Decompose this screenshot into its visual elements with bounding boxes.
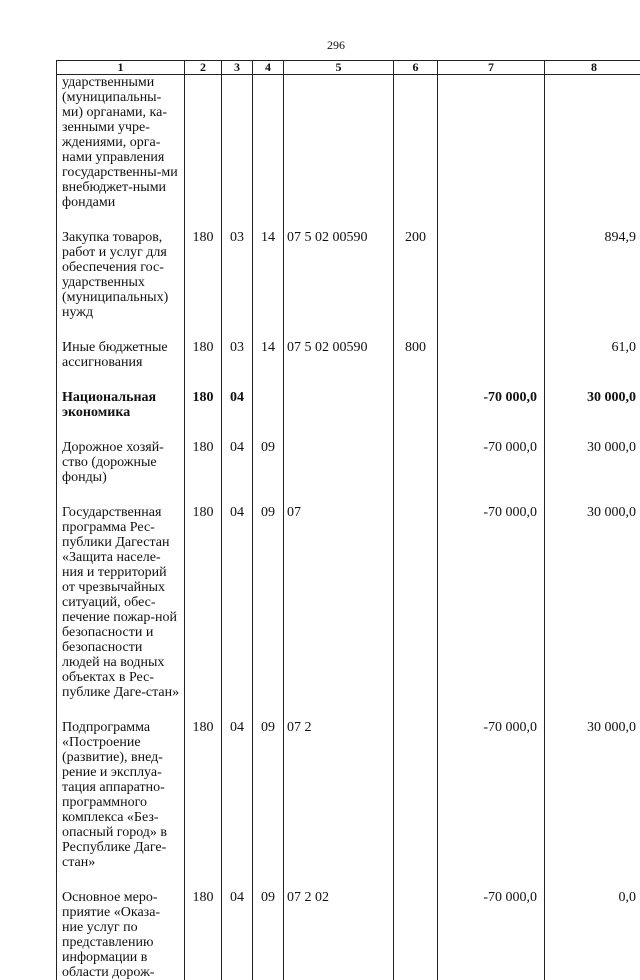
spacer-cell xyxy=(545,320,640,340)
spacer-cell xyxy=(394,370,438,390)
spacer-cell xyxy=(545,370,640,390)
table-row xyxy=(57,505,640,700)
spacer-cell xyxy=(438,420,545,440)
row-col-3-cell: 04 xyxy=(222,890,253,980)
row-col-4-cell: 14 xyxy=(253,340,284,370)
row-col-7-cell xyxy=(438,230,545,320)
spacer-cell xyxy=(222,370,253,390)
row-col-8-cell: 30 000,0 xyxy=(545,390,640,420)
spacer-cell xyxy=(284,700,394,720)
header-col-5: 5 xyxy=(284,61,394,75)
row-col-3-cell: 04 xyxy=(222,505,253,700)
row-col-6-cell xyxy=(394,505,438,700)
spacer-cell xyxy=(394,870,438,890)
spacer-cell xyxy=(394,420,438,440)
header-col-7: 7 xyxy=(438,61,545,75)
budget-table xyxy=(56,60,640,980)
row-spacer xyxy=(57,210,640,230)
row-col-7-cell: -70 000,0 xyxy=(438,440,545,485)
table-row xyxy=(57,890,640,980)
row-col-7-cell: -70 000,0 xyxy=(438,890,545,980)
row-col-6-cell: 200 xyxy=(394,230,438,320)
row-spacer xyxy=(57,420,640,440)
spacer-cell xyxy=(438,870,545,890)
row-col-5-cell: 07 5 02 00590 xyxy=(284,230,394,320)
row-col-4-cell: 09 xyxy=(253,505,284,700)
row-col-4-cell xyxy=(253,75,284,211)
row-name-cell: Национальная экономика xyxy=(57,390,185,420)
row-col-2-cell: 180 xyxy=(185,720,222,870)
row-spacer xyxy=(57,870,640,890)
table-row xyxy=(57,75,640,211)
spacer-cell xyxy=(284,320,394,340)
row-col-3-cell xyxy=(222,75,253,211)
spacer-cell xyxy=(222,485,253,505)
spacer-cell xyxy=(57,485,185,505)
header-col-1: 1 xyxy=(57,61,185,75)
spacer-cell xyxy=(253,420,284,440)
row-name-cell: Иные бюджетные ассигнования xyxy=(57,340,185,370)
spacer-cell xyxy=(438,700,545,720)
spacer-cell xyxy=(394,320,438,340)
spacer-cell xyxy=(185,700,222,720)
row-col-3-cell: 04 xyxy=(222,720,253,870)
spacer-cell xyxy=(57,320,185,340)
row-col-8-cell: 30 000,0 xyxy=(545,505,640,700)
spacer-cell xyxy=(57,700,185,720)
row-col-2-cell xyxy=(185,75,222,211)
row-col-8-cell: 30 000,0 xyxy=(545,440,640,485)
spacer-cell xyxy=(185,370,222,390)
row-col-5-cell xyxy=(284,440,394,485)
row-col-2-cell: 180 xyxy=(185,340,222,370)
spacer-cell xyxy=(57,870,185,890)
spacer-cell xyxy=(57,370,185,390)
row-col-4-cell: 09 xyxy=(253,720,284,870)
row-col-4-cell: 09 xyxy=(253,890,284,980)
row-col-5-cell: 07 2 xyxy=(284,720,394,870)
spacer-cell xyxy=(57,210,185,230)
row-col-8-cell: 30 000,0 xyxy=(545,720,640,870)
row-col-8-cell: 61,0 xyxy=(545,340,640,370)
header-col-8: 8 xyxy=(545,61,640,75)
spacer-cell xyxy=(438,485,545,505)
spacer-cell xyxy=(545,700,640,720)
spacer-cell xyxy=(185,320,222,340)
row-col-3-cell: 04 xyxy=(222,390,253,420)
row-col-7-cell: -70 000,0 xyxy=(438,390,545,420)
spacer-cell xyxy=(253,870,284,890)
spacer-cell xyxy=(253,700,284,720)
row-col-7-cell: -70 000,0 xyxy=(438,505,545,700)
row-spacer xyxy=(57,320,640,340)
spacer-cell xyxy=(284,420,394,440)
row-name-cell: Государственная программа Рес-публики Дагестан «Защита населе-ния и территорий от чрезвычайных ситуаций, обес-печение пожар-ной безопасности и безопасности людей на водных объектах в Рес-публике Даге-стан» xyxy=(57,505,185,700)
header-col-2: 2 xyxy=(185,61,222,75)
header-col-4: 4 xyxy=(253,61,284,75)
row-col-4-cell: 09 xyxy=(253,440,284,485)
spacer-cell xyxy=(394,485,438,505)
row-col-6-cell xyxy=(394,390,438,420)
row-col-7-cell xyxy=(438,75,545,211)
spacer-cell xyxy=(185,210,222,230)
header-col-6: 6 xyxy=(394,61,438,75)
row-col-7-cell xyxy=(438,340,545,370)
table-row xyxy=(57,230,640,320)
spacer-cell xyxy=(284,210,394,230)
table-row xyxy=(57,390,640,420)
table-row xyxy=(57,440,640,485)
spacer-cell xyxy=(284,870,394,890)
row-name-cell: Закупка товаров, работ и услуг для обеспечения гос-ударственных (муниципальных) нужд xyxy=(57,230,185,320)
row-col-8-cell: 0,0 xyxy=(545,890,640,980)
spacer-cell xyxy=(57,420,185,440)
spacer-cell xyxy=(545,210,640,230)
spacer-cell xyxy=(253,485,284,505)
spacer-cell xyxy=(394,210,438,230)
spacer-cell xyxy=(222,320,253,340)
row-col-4-cell xyxy=(253,390,284,420)
row-col-6-cell xyxy=(394,890,438,980)
row-col-5-cell xyxy=(284,75,394,211)
spacer-cell xyxy=(185,420,222,440)
row-col-6-cell xyxy=(394,75,438,211)
spacer-cell xyxy=(438,320,545,340)
row-col-4-cell: 14 xyxy=(253,230,284,320)
row-name-cell: ударственными (муниципальны-ми) органами, ка-зенными учре-ждениями, орга-нами управления государственны-ми внебюджет-ными фондами xyxy=(57,75,185,211)
spacer-cell xyxy=(284,485,394,505)
row-spacer xyxy=(57,700,640,720)
row-col-6-cell xyxy=(394,720,438,870)
row-col-5-cell: 07 xyxy=(284,505,394,700)
spacer-cell xyxy=(545,420,640,440)
spacer-cell xyxy=(253,370,284,390)
row-col-5-cell: 07 5 02 00590 xyxy=(284,340,394,370)
spacer-cell xyxy=(394,700,438,720)
row-col-3-cell: 03 xyxy=(222,230,253,320)
row-col-3-cell: 03 xyxy=(222,340,253,370)
spacer-cell xyxy=(438,210,545,230)
spacer-cell xyxy=(253,210,284,230)
row-col-7-cell: -70 000,0 xyxy=(438,720,545,870)
row-col-8-cell xyxy=(545,75,640,211)
table-row xyxy=(57,340,640,370)
header-col-3: 3 xyxy=(222,61,253,75)
row-col-2-cell: 180 xyxy=(185,505,222,700)
header-row xyxy=(57,61,640,75)
spacer-cell xyxy=(222,870,253,890)
spacer-cell xyxy=(545,870,640,890)
spacer-cell xyxy=(253,320,284,340)
row-col-2-cell: 180 xyxy=(185,890,222,980)
spacer-cell xyxy=(222,210,253,230)
spacer-cell xyxy=(284,370,394,390)
row-col-2-cell: 180 xyxy=(185,440,222,485)
row-name-cell: Подпрограмма «Построение (развитие), внед-рение и эксплуа-тация аппаратно-программного комплекса «Без-опасный город» в Республике Даге-стан» xyxy=(57,720,185,870)
row-spacer xyxy=(57,370,640,390)
spacer-cell xyxy=(185,870,222,890)
spacer-cell xyxy=(222,420,253,440)
row-col-2-cell: 180 xyxy=(185,390,222,420)
row-col-2-cell: 180 xyxy=(185,230,222,320)
table-row xyxy=(57,720,640,870)
page-number: 296 xyxy=(0,38,640,53)
row-col-6-cell xyxy=(394,440,438,485)
row-name-cell: Дорожное хозяй-ство (дорожные фонды) xyxy=(57,440,185,485)
row-col-8-cell: 894,9 xyxy=(545,230,640,320)
spacer-cell xyxy=(545,485,640,505)
spacer-cell xyxy=(222,700,253,720)
row-spacer xyxy=(57,485,640,505)
spacer-cell xyxy=(185,485,222,505)
row-col-6-cell: 800 xyxy=(394,340,438,370)
row-col-3-cell: 04 xyxy=(222,440,253,485)
spacer-cell xyxy=(438,370,545,390)
row-col-5-cell xyxy=(284,390,394,420)
row-name-cell: Основное меро-приятие «Оказа-ние услуг по представлению информации в области дорож- xyxy=(57,890,185,980)
row-col-5-cell: 07 2 02 xyxy=(284,890,394,980)
